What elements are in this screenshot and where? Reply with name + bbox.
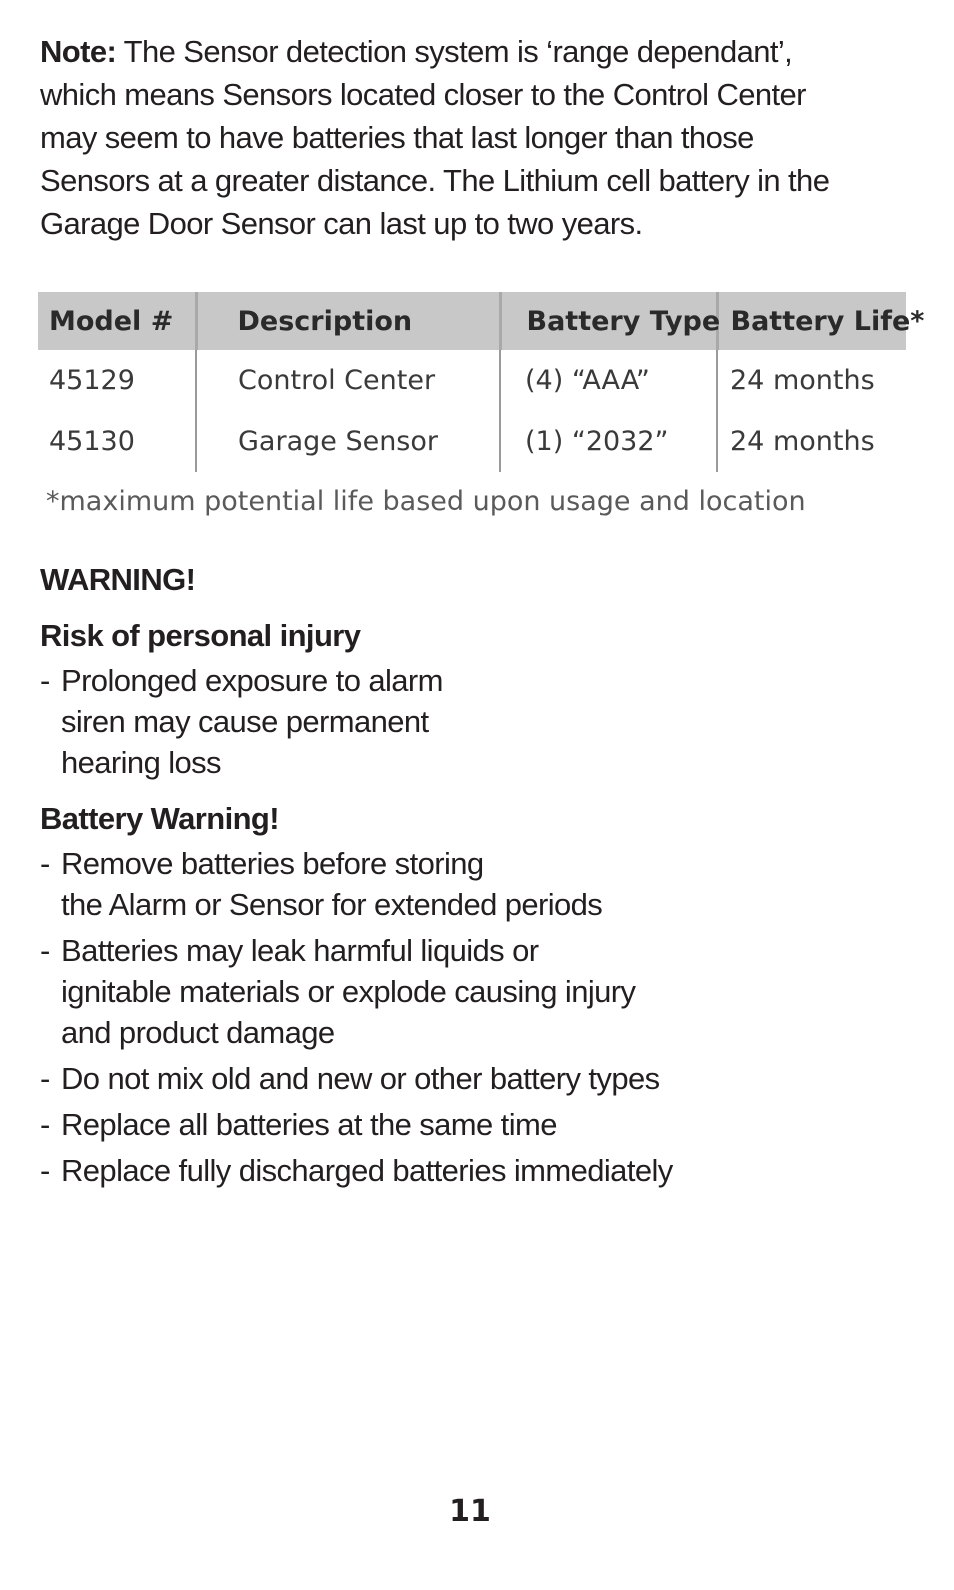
table-row [38, 411, 906, 472]
cell-battery-type: (1) “2032” [500, 411, 717, 472]
note-line-text: The Sensor detection system is ‘range dependant’, [116, 34, 793, 69]
list-item [40, 1150, 673, 1191]
table-row [38, 350, 906, 411]
note-line: which means Sensors located closer to the Control Center [40, 77, 806, 112]
header-model: Model # [38, 292, 196, 350]
header-battery-type: Battery Type [500, 292, 717, 350]
list-item-line: - Remove batteries before storing [61, 846, 484, 881]
risk-heading: Risk of personal injury [40, 618, 361, 653]
note-label: Note: [40, 34, 117, 69]
note-paragraph [40, 30, 900, 245]
page-number: 11 [449, 1494, 491, 1529]
list-item-line: the Alarm or Sensor for extended periods [61, 887, 603, 922]
list-item [40, 930, 673, 1053]
list-item-line: - Replace fully discharged batteries immediately [61, 1153, 673, 1188]
cell-battery-life: 24 months [717, 350, 906, 411]
list-item-line: siren may cause permanent [61, 704, 429, 739]
note-line: Garage Door Sensor can last up to two years. [40, 206, 643, 241]
list-item [40, 660, 443, 783]
cell-battery-type: (4) “AAA” [500, 350, 717, 411]
cell-description: Control Center [196, 350, 500, 411]
cell-description: Garage Sensor [196, 411, 500, 472]
list-item-line: ignitable materials or explode causing injury [61, 974, 636, 1009]
list-item-line: - Replace all batteries at the same time [61, 1107, 557, 1142]
list-item [40, 843, 673, 925]
list-item-line: - Do not mix old and new or other battery types [61, 1061, 660, 1096]
list-item-line: - Prolonged exposure to alarm [61, 663, 443, 698]
table-header-row [38, 292, 906, 350]
table-footnote: *maximum potential life based upon usage and location [46, 486, 806, 517]
cell-battery-life: 24 months [717, 411, 906, 472]
list-item-line: hearing loss [61, 745, 221, 780]
cell-model: 45129 [49, 365, 135, 396]
cell-model: 45130 [49, 426, 135, 457]
battery-warning-list [40, 843, 673, 1196]
battery-warning-heading: Battery Warning! [40, 801, 279, 836]
note-line: may seem to have batteries that last longer than those [40, 120, 754, 155]
warning-heading: WARNING! [40, 562, 196, 597]
note-line [40, 30, 900, 73]
header-battery-life: Battery Life* [717, 292, 906, 350]
risk-list [40, 660, 443, 783]
list-item-line: - Batteries may leak harmful liquids or [61, 933, 539, 968]
list-item [40, 1104, 673, 1145]
header-description: Description [196, 292, 500, 350]
list-item [40, 1058, 673, 1099]
list-item-line: and product damage [61, 1015, 335, 1050]
battery-table [38, 292, 925, 472]
note-line: Sensors at a greater distance. The Lithium cell battery in the [40, 163, 830, 198]
